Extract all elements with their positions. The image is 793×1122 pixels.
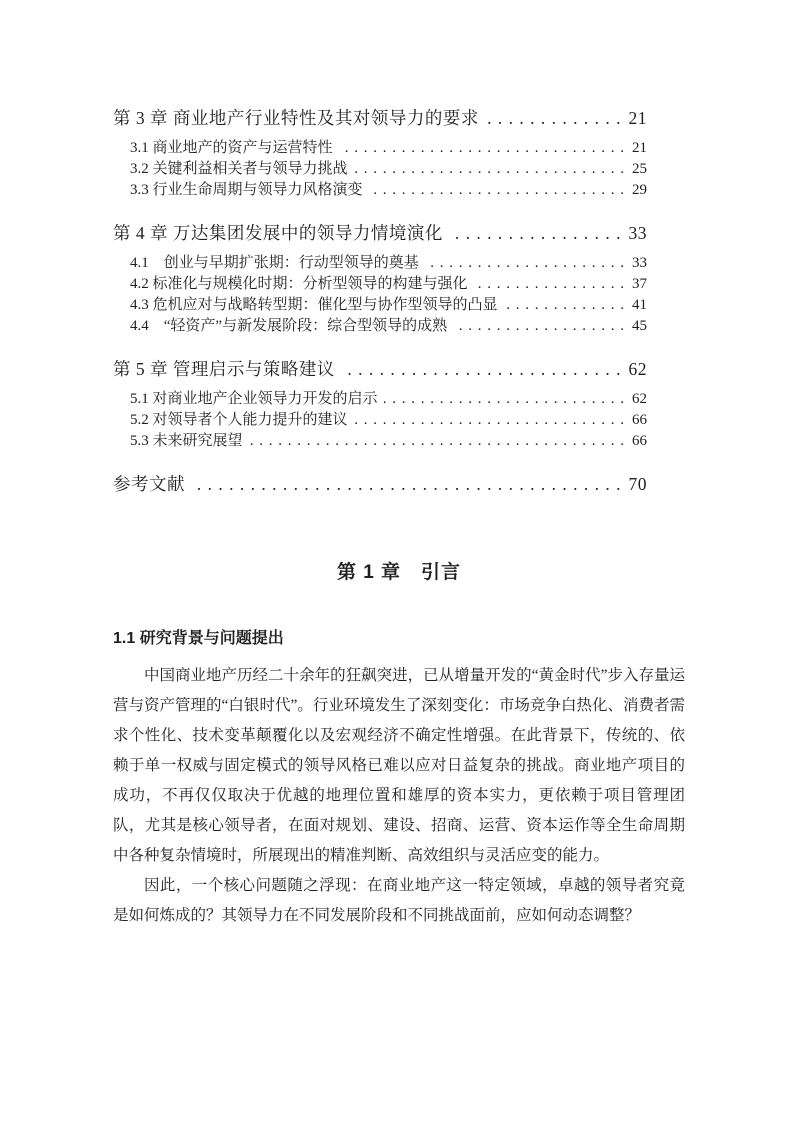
toc-entry-label: 5.2 对领导者个人能力提升的建议 (130, 412, 348, 428)
toc-leader-dots (339, 138, 625, 159)
toc-entry-label: 4.1 创业与早期扩张期：行动型领导的奠基 (130, 255, 419, 271)
toc-page-number: 62 (628, 359, 647, 379)
toc-entry[interactable] (113, 253, 647, 274)
toc-entry[interactable] (113, 431, 647, 452)
toc-entry-label: 3.3 行业生命周期与领导力风格演变 (130, 182, 363, 198)
toc-page-number: 70 (628, 474, 647, 494)
toc-entry-label: 4.3 危机应对与战略转型期：催化型与协作型领导的凸显 (130, 297, 498, 313)
toc-entry[interactable] (113, 472, 647, 496)
table-of-contents (113, 106, 685, 496)
toc-leader-dots (485, 106, 622, 130)
toc-entry[interactable] (113, 410, 647, 431)
toc-leader-dots (504, 295, 625, 316)
toc-entry[interactable] (113, 221, 647, 245)
toc-page-number: 37 (632, 276, 647, 292)
toc-leader-dots (249, 431, 625, 452)
toc-entry-label: 参考文献 (113, 474, 185, 494)
toc-leader-dots (384, 389, 625, 410)
toc-entry[interactable] (113, 138, 647, 159)
toc-page-number: 21 (632, 140, 647, 156)
toc-page-number: 62 (632, 391, 647, 407)
body-paragraphs (113, 661, 685, 931)
toc-leader-dots (369, 180, 625, 201)
toc-leader-dots (354, 159, 625, 180)
toc-page-number: 41 (632, 297, 647, 313)
section-heading: 1.1 研究背景与问题提出 (113, 630, 284, 647)
toc-page-number: 66 (632, 433, 647, 449)
toc-entry-label: 第 4 章 万达集团发展中的领导力情境演化 (113, 223, 443, 243)
toc-entry[interactable] (113, 180, 647, 201)
chapter-title: 第 1 章 引言 (336, 562, 462, 583)
toc-page-number: 29 (632, 182, 647, 198)
toc-entry[interactable] (113, 106, 647, 130)
toc-entry[interactable] (113, 274, 647, 295)
toc-entry[interactable] (113, 295, 647, 316)
toc-leader-dots (453, 316, 625, 337)
toc-leader-dots (354, 410, 625, 431)
body-paragraph: 中国商业地产历经二十余年的狂飙突进，已从增量开发的“黄金时代”步入存量运营与资产管理的“白银时代”。行业环境发生了深刻变化：市场竞争白热化、消费者需求个性化、技术变革颠覆化以及宏观经济不确定性增强。在此背景下，传统的、依赖于单一权威与固定模式的领导风格已难以应对日益复杂的挑战。商业地产项目的成功，不再仅仅取决于优越的地理位置和雄厚的资本实力，更依赖于项目管理团队，尤其是核心领导者，在面对规划、建设、招商、运营、资本运作等全生命周期中各种复杂情境时，所展现出的精准判断、高效组织与灵活应变的能力。 (113, 667, 685, 864)
toc-leader-dots (191, 472, 622, 496)
toc-entry[interactable] (113, 159, 647, 180)
toc-leader-dots (474, 274, 625, 295)
toc-leader-dots (449, 221, 622, 245)
toc-page-number: 33 (632, 255, 647, 271)
toc-page-number: 45 (632, 318, 647, 334)
toc-entry-label: 5.3 未来研究展望 (130, 433, 243, 449)
body-paragraph: 因此，一个核心问题随之浮现：在商业地产这一特定领域，卓越的领导者究竟是如何炼成的？其领导力在不同发展阶段和不同挑战面前，应如何动态调整？ (113, 877, 685, 924)
toc-page-number: 66 (632, 412, 647, 428)
toc-entry[interactable] (113, 357, 647, 381)
toc-entry-label: 5.1 对商业地产企业领导力开发的启示 (130, 391, 378, 407)
toc-page-number: 25 (632, 161, 647, 177)
toc-page-number: 33 (628, 223, 647, 243)
toc-entry-label: 3.2 关键利益相关者与领导力挑战 (130, 161, 348, 177)
toc-entry-label: 第 3 章 商业地产行业特性及其对领导力的要求 (113, 108, 479, 128)
toc-leader-dots (341, 357, 622, 381)
toc-entry[interactable] (113, 316, 647, 337)
toc-entry-label: 第 5 章 管理启示与策略建议 (113, 359, 335, 379)
toc-entry-label: 4.4 “轻资产”与新发展阶段：综合型领导的成熟 (130, 318, 448, 334)
toc-leader-dots (425, 253, 625, 274)
toc-entry-label: 3.1 商业地产的资产与运营特性 (130, 140, 333, 156)
toc-entry[interactable] (113, 389, 647, 410)
toc-entry-label: 4.2 标准化与规模化时期：分析型领导的构建与强化 (130, 276, 468, 292)
toc-page-number: 21 (628, 108, 647, 128)
